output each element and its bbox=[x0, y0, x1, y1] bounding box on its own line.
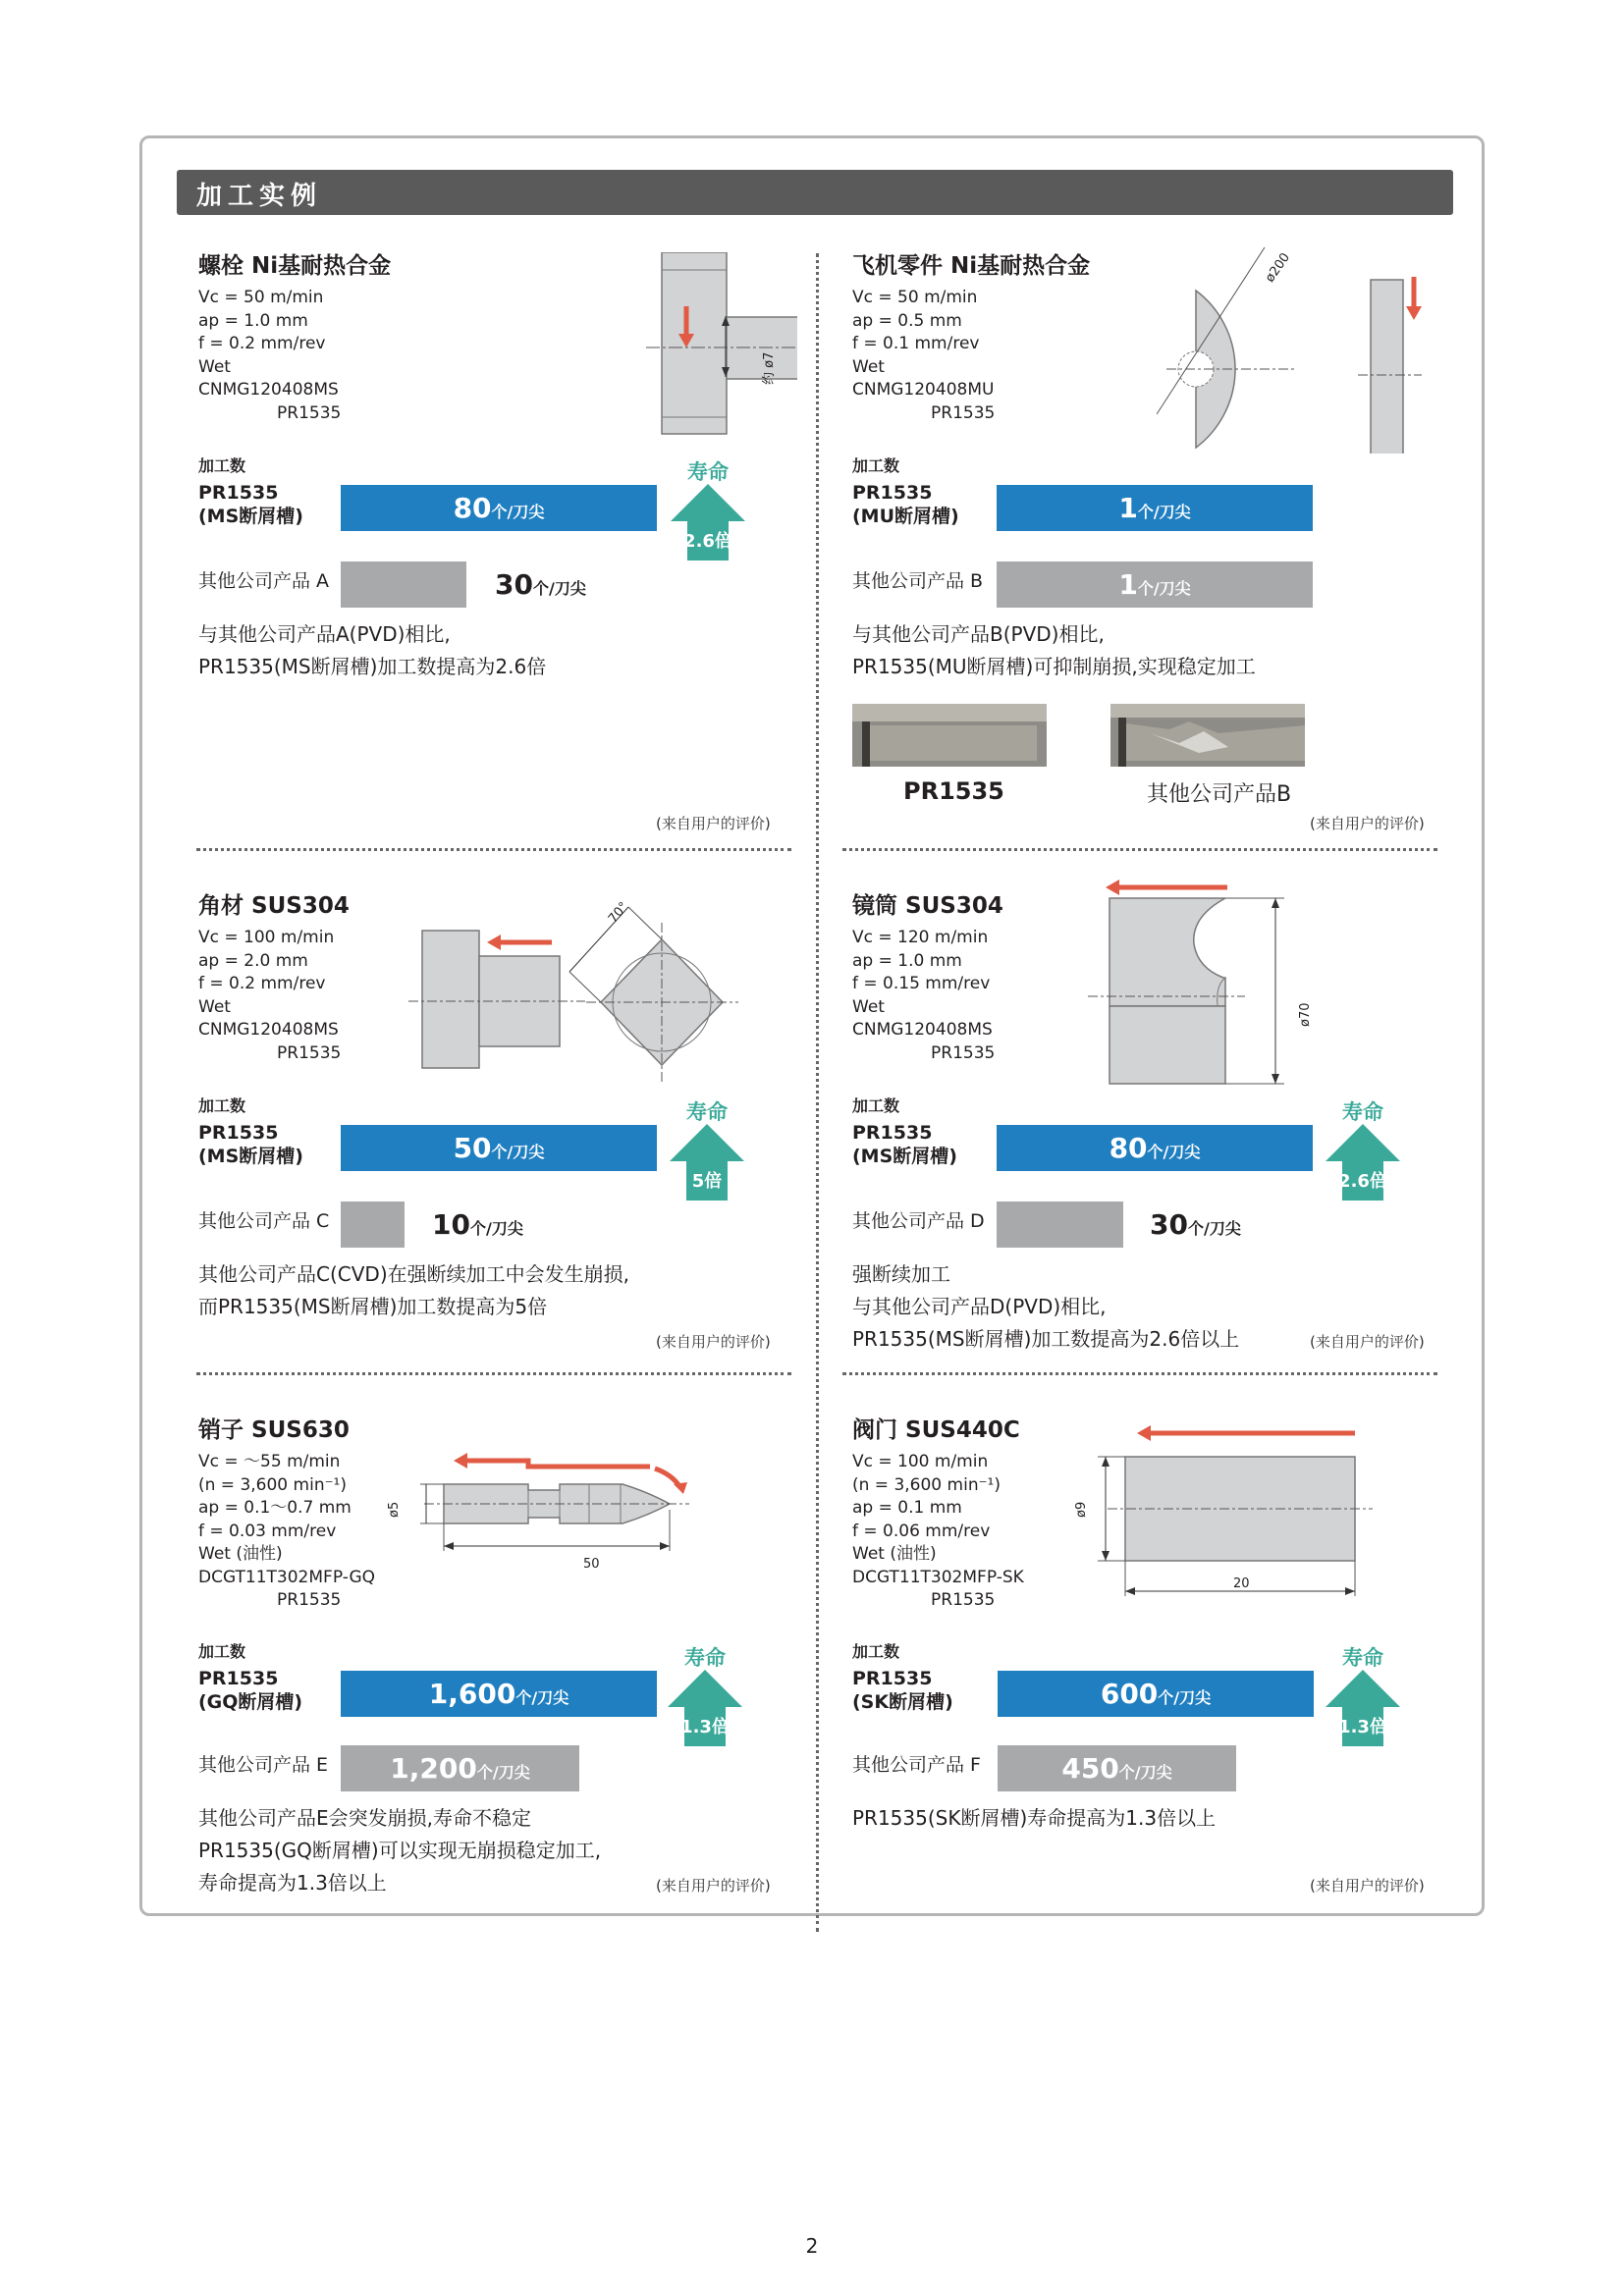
competitor-value-text: 30个/刀尖 bbox=[1150, 1208, 1241, 1241]
competitor-name: 其他公司产品 D bbox=[852, 1210, 985, 1232]
case-title: 镜筒 SUS304 bbox=[852, 893, 1003, 919]
user-evaluation-note: (来自用户的评价) bbox=[656, 1877, 771, 1895]
user-evaluation-note: (来自用户的评价) bbox=[1310, 815, 1425, 832]
count-label: 加工数 bbox=[852, 456, 900, 475]
dimension-label: 约 ø7 bbox=[762, 351, 777, 385]
param-coolant: Wet bbox=[198, 356, 231, 377]
section-title: 加工实例 bbox=[196, 182, 323, 211]
competitor-name: 其他公司产品 F bbox=[852, 1754, 981, 1776]
photo-caption: PR1535 bbox=[903, 777, 1004, 805]
param-grade: PR1535 bbox=[277, 402, 342, 423]
life-ratio-arrow: 寿命 1.3倍 bbox=[1326, 1670, 1400, 1746]
life-ratio-arrow: 寿命 2.6倍 bbox=[1326, 1124, 1400, 1201]
insert-photo-competitor-b bbox=[1110, 704, 1305, 767]
divider-row1-right bbox=[842, 848, 1437, 851]
divider-row2-left bbox=[196, 1372, 791, 1375]
competitor-name: 其他公司产品 A bbox=[198, 570, 330, 592]
user-evaluation-note: (来自用户的评价) bbox=[656, 815, 771, 832]
competitor-name: 其他公司产品 C bbox=[198, 1210, 330, 1232]
cutting-params: Vc = 120 m/min ap = 1.0 mm f = 0.15 mm/rev Wet CNMG120408MS PR1535 bbox=[852, 928, 996, 1063]
case-title: 螺栓 Ni基耐热合金 bbox=[198, 253, 392, 279]
product-name: PR1535 (SK断屑槽) bbox=[852, 1668, 953, 1713]
count-label: 加工数 bbox=[198, 1642, 246, 1661]
case-description: 其他公司产品C(CVD)在强断续加工中会发生崩损, 而PR1535(MS断屑槽)加工数提高为5倍 bbox=[198, 1262, 629, 1318]
primary-bar: 50个/刀尖 bbox=[341, 1125, 657, 1171]
count-label: 加工数 bbox=[198, 1096, 246, 1115]
vertical-divider bbox=[816, 253, 819, 1932]
cutting-params: Vc = ～55 m/min (n = 3,600 min⁻¹) ap = 0.1～0.7 mm f = 0.03 mm/rev Wet (油性) DCGT11T302MFP-GQ PR1535 bbox=[198, 1452, 376, 1610]
primary-bar: 1,600个/刀尖 bbox=[341, 1671, 657, 1717]
divider-row1-left bbox=[196, 848, 791, 851]
life-value: 2.6倍 bbox=[683, 531, 732, 552]
case-lens-barrel bbox=[852, 887, 1461, 1359]
primary-bar: 80个/刀尖 bbox=[997, 1125, 1313, 1171]
case-description: 其他公司产品E会突发崩损,寿命不稳定 PR1535(GQ断屑槽)可以实现无崩损稳定加工, 寿命提高为1.3倍以上 bbox=[198, 1806, 602, 1895]
dimension-label: ø70 bbox=[1298, 1002, 1313, 1027]
case-valve bbox=[852, 1412, 1461, 1902]
competitor-name: 其他公司产品 B bbox=[852, 570, 984, 592]
workpiece-diagram-barrel bbox=[1088, 868, 1343, 1094]
competitor-value-text: 30个/刀尖 bbox=[495, 568, 586, 601]
length-dimension: 20 bbox=[1233, 1576, 1250, 1591]
dimension-label: 70° bbox=[606, 899, 632, 927]
param-f: f = 0.2 mm/rev bbox=[198, 334, 326, 353]
dimension-label: ø9 bbox=[1074, 1501, 1089, 1518]
competitor-bar bbox=[341, 561, 466, 608]
case-description: 与其他公司产品B(PVD)相比, PR1535(MU断屑槽)可抑制崩损,实现稳定加工 bbox=[852, 622, 1256, 678]
workpiece-diagram-angle bbox=[405, 887, 797, 1084]
bolt-dimensions bbox=[198, 247, 807, 444]
count-label: 加工数 bbox=[852, 1096, 900, 1115]
competitor-bar bbox=[341, 1201, 405, 1248]
page-number: 2 bbox=[805, 2234, 819, 2258]
workpiece-diagram-valve bbox=[1078, 1412, 1373, 1608]
count-label: 加工数 bbox=[852, 1642, 900, 1661]
product-name: PR1535 (MU断屑槽) bbox=[852, 482, 959, 527]
user-evaluation-note: (来自用户的评价) bbox=[1310, 1877, 1425, 1895]
product-name: PR1535 (MS断屑槽) bbox=[198, 1122, 303, 1167]
competitor-bar: 1个/刀尖 bbox=[997, 561, 1313, 608]
primary-bar: 600个/刀尖 bbox=[998, 1671, 1314, 1717]
product-name: PR1535 (MS断屑槽) bbox=[198, 482, 303, 527]
dimension-label: ø5 bbox=[387, 1501, 402, 1518]
case-title: 阀门 SUS440C bbox=[852, 1417, 1020, 1443]
param-vc: Vc = 50 m/min bbox=[198, 288, 324, 307]
section-header bbox=[177, 170, 1453, 215]
cutting-params: Vc = 100 m/min ap = 2.0 mm f = 0.2 mm/rev Wet CNMG120408MS PR1535 bbox=[198, 928, 342, 1063]
product-name: PR1535 (MS断屑槽) bbox=[852, 1122, 957, 1167]
workpiece-diagram-disc bbox=[1157, 228, 1451, 454]
competitor-value-text: 10个/刀尖 bbox=[432, 1208, 523, 1241]
divider-row2-right bbox=[842, 1372, 1437, 1375]
case-description: 与其他公司产品A(PVD)相比, PR1535(MS断屑槽)加工数提高为2.6倍 bbox=[198, 622, 547, 678]
primary-value: 80 bbox=[453, 492, 492, 524]
case-aircraft-part bbox=[852, 247, 1461, 836]
life-ratio-arrow: 寿命 5倍 bbox=[670, 1124, 744, 1201]
primary-bar: 1个/刀尖 bbox=[997, 485, 1313, 531]
primary-bar bbox=[341, 485, 657, 531]
life-label: 寿命 bbox=[687, 460, 729, 484]
life-ratio-arrow bbox=[671, 460, 745, 561]
photo-caption: 其他公司产品B bbox=[1147, 782, 1292, 807]
life-ratio-arrow: 寿命 1.3倍 bbox=[668, 1670, 742, 1746]
param-ap: ap = 1.0 mm bbox=[198, 310, 308, 331]
case-title: 角材 SUS304 bbox=[198, 893, 350, 919]
cutting-params: Vc = 50 m/min ap = 0.5 mm f = 0.1 mm/rev Wet CNMG120408MU PR1535 bbox=[852, 288, 996, 423]
case-description: PR1535(SK断屑槽)寿命提高为1.3倍以上 bbox=[852, 1806, 1217, 1830]
case-title: 飞机零件 Ni基耐热合金 bbox=[852, 253, 1091, 279]
competitor-bar: 1,200个/刀尖 bbox=[341, 1745, 579, 1791]
dimension-label: ø200 bbox=[1263, 250, 1294, 286]
param-insert: CNMG120408MS bbox=[198, 380, 339, 400]
user-evaluation-note: (来自用户的评价) bbox=[656, 1333, 771, 1351]
case-description: 强断续加工 与其他公司产品D(PVD)相比, PR1535(MS断屑槽)加工数提高为2.6倍以上 bbox=[852, 1262, 1240, 1351]
competitor-bar bbox=[997, 1201, 1123, 1248]
insert-photo-pr1535 bbox=[852, 704, 1047, 767]
competitor-name: 其他公司产品 E bbox=[198, 1754, 329, 1776]
case-angle-bar bbox=[198, 887, 807, 1359]
count-label: 加工数 bbox=[198, 456, 246, 475]
workpiece-diagram-pin bbox=[385, 1431, 758, 1569]
case-title: 销子 SUS630 bbox=[198, 1417, 350, 1443]
case-bolt bbox=[198, 247, 807, 836]
case-pin bbox=[198, 1412, 807, 1902]
competitor-bar: 450个/刀尖 bbox=[998, 1745, 1236, 1791]
user-evaluation-note: (来自用户的评价) bbox=[1310, 1333, 1425, 1351]
length-dimension: 50 bbox=[583, 1557, 600, 1572]
unit-label: 个/刀尖 bbox=[491, 503, 545, 521]
cutting-params: Vc = 100 m/min (n = 3,600 min⁻¹) ap = 0.1 mm f = 0.06 mm/rev Wet (油性) DCGT11T302MFP-SK PR1535 bbox=[852, 1452, 1024, 1610]
product-name: PR1535 (GQ断屑槽) bbox=[198, 1668, 303, 1713]
